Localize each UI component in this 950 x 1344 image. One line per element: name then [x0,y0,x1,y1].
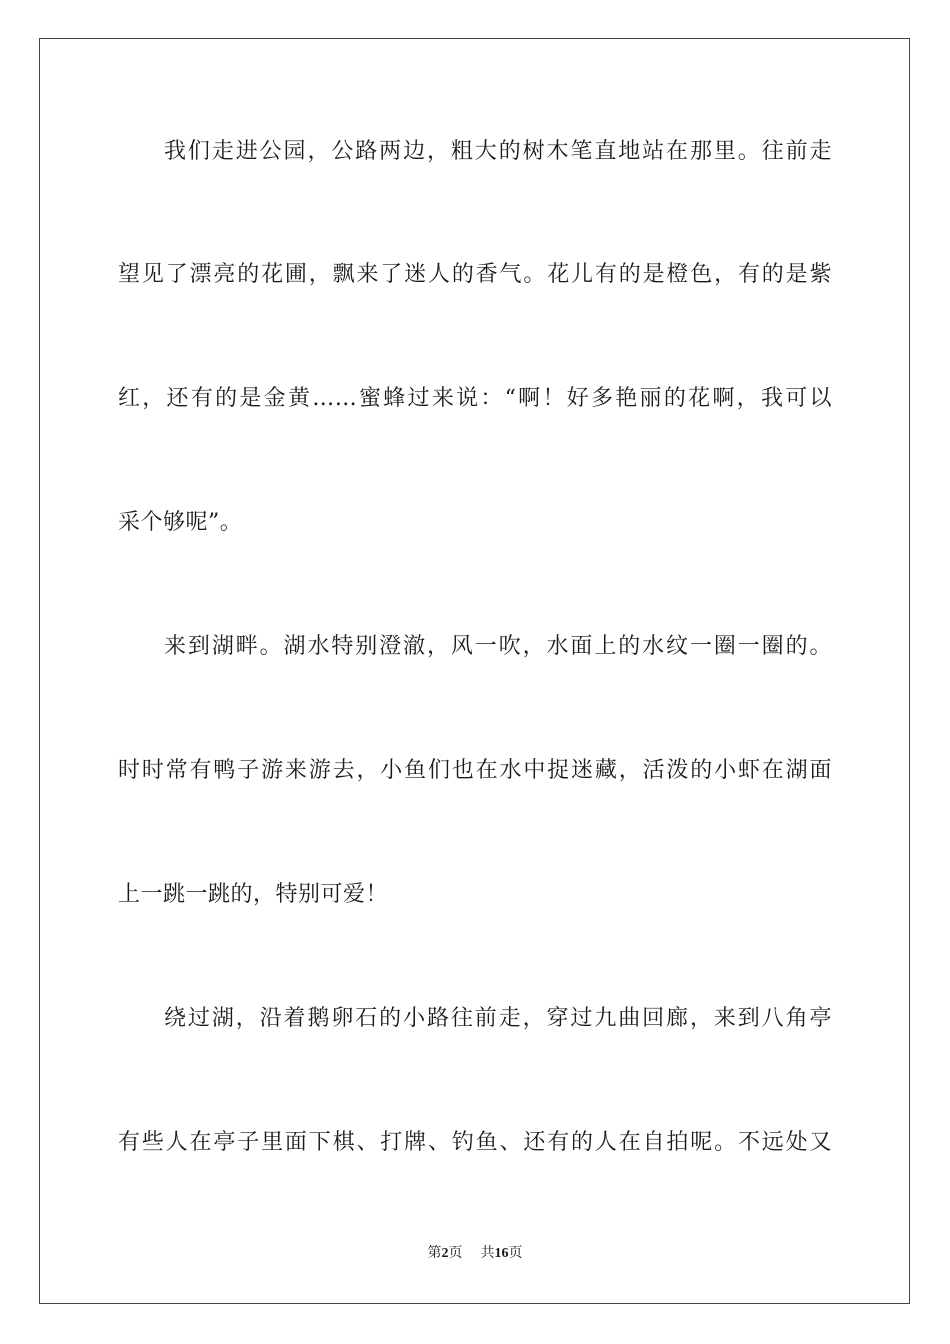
paragraph-2-line-1: 来到湖畔。湖水特别澄澈，风一吹，水面上的水纹一圈一圈的。 [164,634,832,659]
paragraph-1-line-3: 红，还有的是金黄……蜜蜂过来说：“啊！好多艳丽的花啊，我可以 [118,386,832,411]
paragraph-2-line-2: 时时常有鸭子游来游去，小鱼们也在水中捉迷藏，活泼的小虾在湖面 [118,758,832,783]
total-suffix: 页 [508,1245,523,1261]
page-suffix: 页 [448,1245,463,1261]
paragraph-3-line-1: 绕过湖，沿着鹅卵石的小路往前走，穿过九曲回廊，来到八角亭 [164,1006,832,1031]
paragraph-1-line-1: 我们走进公园，公路两边，粗大的树木笔直地站在那里。往前走 [164,139,832,164]
page-footer [0,1244,950,1263]
paragraph-1-line-4: 采个够呢”。 [118,510,243,535]
total-prefix: 共 [480,1245,495,1261]
paragraph-3-line-2: 有些人在亭子里面下棋、打牌、钓鱼、还有的人在自拍呢。不远处又 [118,1130,832,1155]
page-prefix: 第 [427,1245,442,1261]
page-number: 2 [441,1246,449,1261]
paragraph-2-line-3: 上一跳一跳的，特别可爱！ [118,882,389,907]
total-pages: 16 [494,1246,509,1261]
paragraph-1-line-2: 望见了漂亮的花圃，飘来了迷人的香气。花儿有的是橙色，有的是紫 [118,262,832,287]
page-border [39,38,910,1304]
